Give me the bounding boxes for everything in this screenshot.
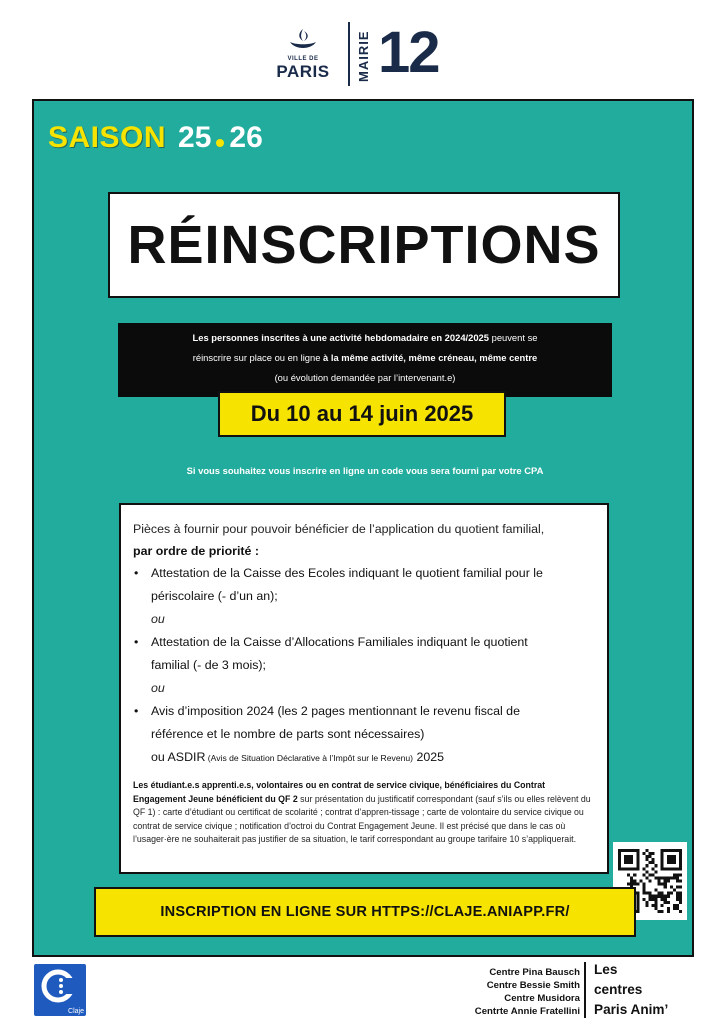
centre-name: Centre Pina Bausch [489,967,580,978]
document-item-3-line-2: référence et le nombre de parts sont nécessaires) [151,727,425,741]
ville-de-text: VILLE DE [287,56,319,62]
asdir-detail: (Avis de Situation Déclarative à l’Impôt sur le Revenu) [205,753,414,763]
season-year-end: 26 [229,121,263,154]
students-note [133,779,595,847]
asdir-year: 2025 [413,750,445,764]
intro-line-1-rest: peuvent se [489,332,538,343]
centres-list [475,966,580,1018]
paris-boat-icon [286,26,320,56]
document-item-caf [133,631,595,677]
documents-priority: par ordre de priorité : [133,544,259,558]
document-item-2-line-1: Attestation de la Caisse d’Allocations Familiales indiquant le quotient [151,635,528,649]
bullet-icon: • [134,566,139,580]
intro-line-1-bold: Les personnes inscrites à une activité hebdomadaire en 2024/2025 [192,332,489,343]
intro-line-1 [118,328,612,348]
mairie-text: MAIRIE [356,30,371,82]
online-code-note: Si vous souhaitez vous inscrire en ligne un code vous sera fourni par votre CPA [186,465,544,476]
document-item-2-line-2: familial (- de 3 mois); [151,658,266,672]
inscription-url-banner[interactable] [94,887,636,937]
centre-name: Centre Bessie Smith [486,980,580,991]
centres-title-line: Les [594,962,618,977]
document-item-3-line-1: Avis d’imposition 2024 (les 2 pages mentionnant le revenu fiscal de [151,704,520,718]
intro-line-3: (ou évolution demandée par l’intervenant.e) [274,372,456,383]
centres-title-line: centres [594,982,643,997]
title-box [108,192,620,298]
date-range: Du 10 au 14 juin 2025 [250,401,474,426]
document-item-avis-imposition [133,700,595,746]
centre-name: Centre Musidora [504,993,580,1004]
ville-de-paris-logo [268,26,338,88]
season-label: SAISON [48,121,167,154]
or-separator-1: ou [151,612,165,626]
arrondissement-number: 12 [378,20,439,85]
document-item-asdir [133,746,595,770]
header-divider [348,22,350,86]
season-heading [48,121,263,155]
students-note-rest: sur présentation du justificatif correspondant (sauf s’ils ou elles relèvent du QF 1) : carte d’étudiant ou certificat de scolarité ; contrat d’appren-tissage ; carte de volontaire du service civique ou contrat de service civique ; notification d’octroi du Contrat Engagement Jeune. Il est précisé que dans le cas où l’usager·ère ne souhaiterait pas justifier de sa situation, le tarif correspondant au groupe tarifaire 10 s’appliquerait. [133,793,591,845]
or-separator-2: ou [151,681,165,695]
centres-title-line: Paris Anim’ [594,1002,669,1017]
intro-line-2-bold: à la même activité, même créneau, même centre [323,352,538,363]
inscription-url-link[interactable]: INSCRIPTION EN LIGNE SUR HTTPS://CLAJE.ANIAPP.FR/ [160,904,570,920]
documents-box [119,503,609,874]
mairie-12-logo [356,20,446,85]
page-title: RÉINSCRIPTIONS [127,215,601,275]
footer-divider [584,962,586,1018]
documents-intro: Pièces à fournir pour pouvoir bénéficier de l’application du quotient familial, [133,522,545,536]
bullet-icon: • [134,635,139,649]
paris-text: PARIS [276,62,330,81]
claje-label: Claje [68,1008,84,1015]
centre-name: Centrte Annie Fratellini [474,1006,580,1017]
centres-paris-anim-title [594,960,668,1020]
document-item-caisse-ecoles [133,562,595,608]
main-poster-panel [32,99,694,957]
claje-logo [34,964,86,1016]
season-year-start: 25 [178,121,212,154]
document-item-1-line-1: Attestation de la Caisse des Ecoles indiquant le quotient familial pour le [151,566,543,580]
students-note-bold: Les étudiant.e.s apprenti.e.s, volontaires ou en contrat de service civique, bénéficiaires du Contrat Engagement Jeune bénéficient du QF 2 [133,780,546,804]
document-item-1-line-2: périscolaire (- d’un an); [151,589,278,603]
intro-line-2 [118,348,612,368]
date-banner [218,391,506,437]
bullet-icon: • [134,704,139,718]
asdir-label: ou ASDIR [151,750,206,764]
reinscription-info-box [118,323,612,397]
intro-line-2-start: réinscrire sur place ou en ligne [192,352,324,363]
season-dot-separator [216,139,224,147]
